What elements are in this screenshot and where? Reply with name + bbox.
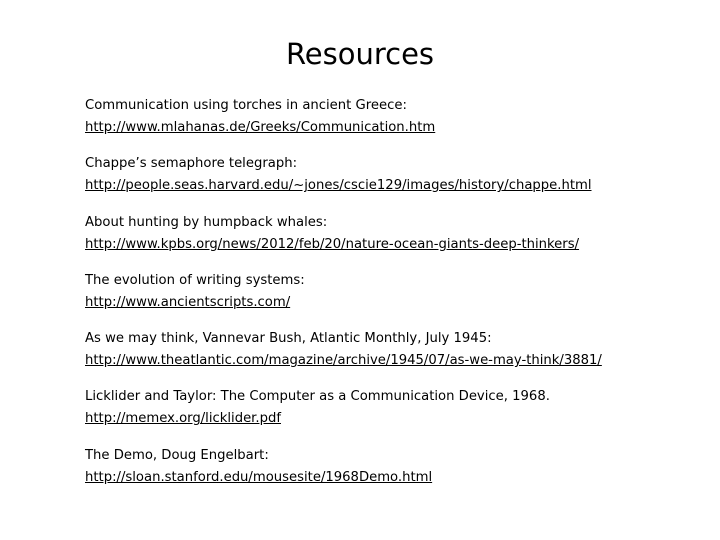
resource-description: About hunting by humpback whales: — [85, 214, 328, 230]
resource-link[interactable]: http://sloan.stanford.edu/mousesite/1968Demo.html — [85, 469, 433, 485]
resource-list — [85, 96, 705, 504]
resource-item-bush — [85, 329, 705, 387]
resource-description: Licklider and Taylor: The Computer as a Communication Device, 1968. — [85, 389, 550, 405]
slide-title: Resources — [285, 37, 435, 71]
resource-link[interactable]: http://people.seas.harvard.edu/~jones/cscie129/images/history/chappe.html — [85, 178, 592, 194]
resource-description: As we may think, Vannevar Bush, Atlantic Monthly, July 1945: — [85, 331, 492, 347]
resource-item-licklider — [85, 387, 705, 445]
resource-item-semaphore — [85, 154, 705, 212]
resource-link[interactable]: http://www.theatlantic.com/magazine/archive/1945/07/as-we-may-think/3881/ — [85, 353, 602, 369]
resource-link[interactable]: http://www.ancientscripts.com/ — [85, 294, 291, 310]
resource-item-writing — [85, 271, 705, 329]
resource-item-torches — [85, 96, 705, 154]
resource-link[interactable]: http://www.kpbs.org/news/2012/feb/20/nature-ocean-giants-deep-thinkers/ — [85, 236, 580, 252]
resource-item-engelbart — [85, 446, 705, 504]
resource-description: The Demo, Doug Engelbart: — [85, 447, 269, 463]
resource-description: Communication using torches in ancient Greece: — [85, 98, 407, 113]
resource-link[interactable]: http://www.mlahanas.de/Greeks/Communication.htm — [85, 120, 436, 135]
resource-description: The evolution of writing systems: — [85, 272, 305, 288]
resource-item-whales — [85, 213, 705, 271]
resource-description: Chappe’s semaphore telegraph: — [85, 156, 298, 172]
resource-link[interactable]: http://memex.org/licklider.pdf — [85, 411, 281, 427]
